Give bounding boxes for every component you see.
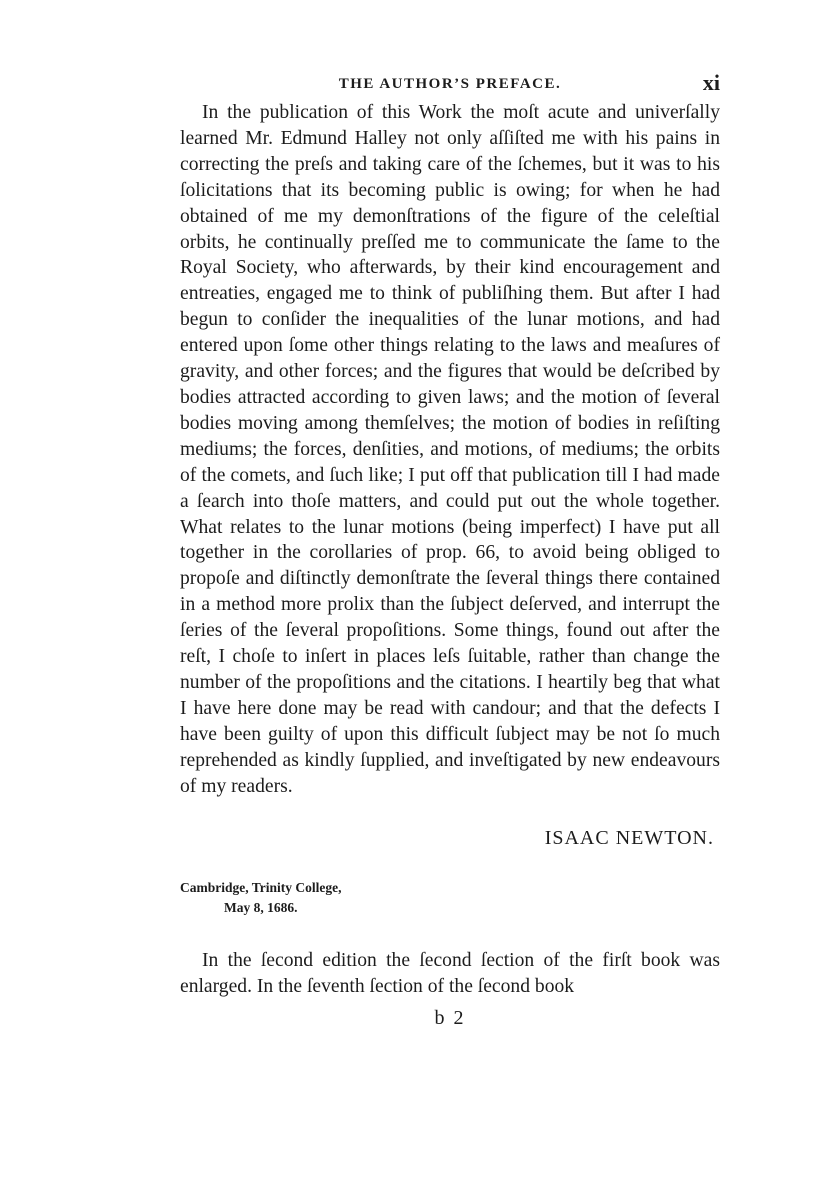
page-number: xi [702,70,720,95]
preface-paragraph-text: In the publication of this Work the moſt acute and univerſally learned Mr. Edmund Halley not only aſſiſted me with his pains in correcting the preſs and taking care of the ſchemes, but it was to his ſolicitations that its becoming public is owing; for when he had obtained of me my demonſtrations of the figure of the celeſtial orbits, he continually preſſed me to communicate the ſame to the Royal Society, who afterwards, by their kind encouragement and entreaties, engaged me to think of publiſhing them. But after I had begun to conſider the inequalities of the lunar motions, and had entered upon ſome other things relating to the laws and meaſures of gravity, and other forces; and the figures that would be deſcribed by bodies attracted according to given laws; and the motion of ſeveral bodies moving among themſelves; the motion of bodies in reſiſting mediums; the forces, denſities, and motions, of mediums; the orbits of the comets, and ſuch like; I put off that publication till I had made a ſearch into thoſe matters, and could put out the whole together. What relates to the lunar motions (being imperfect) I have put all together in the corollaries of prop. 66, to avoid being obliged to propoſe and diſtinctly demonſtrate the ſeveral things there contained in a method more prolix than the ſubject deſerved, and interrupt the ſeries of the ſeveral propoſitions. Some things, found out after the reſt, I choſe to inſert in places leſs ſuitable, rather than change the number of the propoſitions and the citations. I heartily beg that what I have here done may be read with candour; and that the defects I have been guilty of upon this difficult ſubject may be not ſo much reprehended as kindly ſupplied, and inveſtigated by new endeavours of my readers. [180,102,720,797]
page [180,70,720,1030]
preface-paragraph [180,100,720,799]
dateline [180,878,720,918]
running-head [180,72,720,100]
second-edition-paragraph [180,948,720,1000]
author-signature: ISAAC NEWTON. [544,827,714,850]
second-edition-paragraph-text: In the ſecond edition the ſecond ſection of the firſt book was enlarged. In the ſeventh ſection of the ſecond book [180,950,720,998]
dateline-date: May 8, 1686. [224,900,298,916]
running-head-title: THE AUTHOR’S PREFACE. [338,76,562,92]
signature-mark: b 2 [434,1007,466,1030]
continuation-block [180,948,720,1030]
dateline-place: Cambridge, Trinity College, [180,880,342,896]
